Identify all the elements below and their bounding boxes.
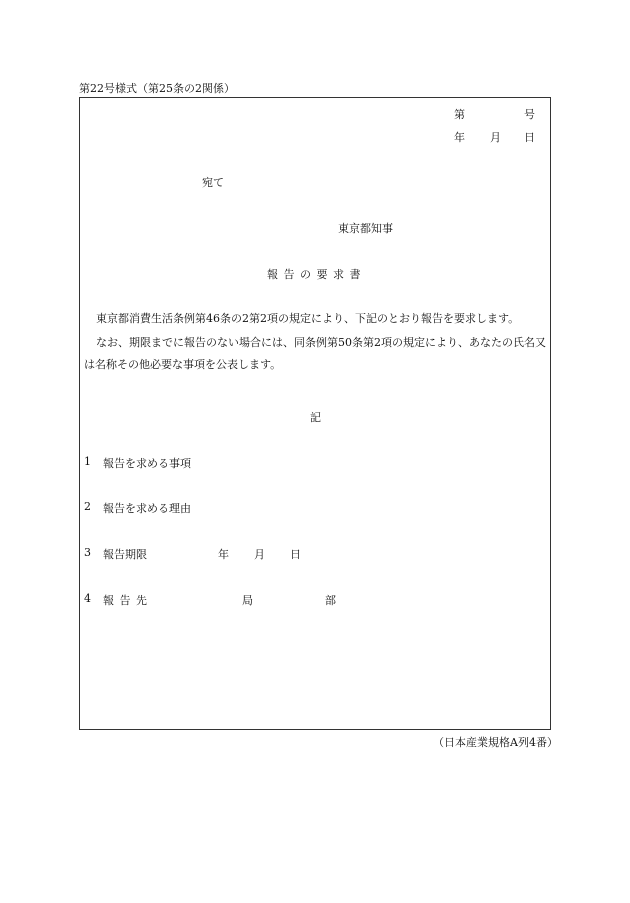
item-3-label: 報告期限 [103, 548, 147, 561]
date-year: 年 [454, 131, 465, 144]
item-1-number: 1 [84, 455, 91, 468]
date-month: 月 [490, 131, 501, 144]
document-title: 報 告 の 要 求 書 [267, 268, 362, 281]
sender-name: 東京都知事 [338, 222, 393, 235]
form-number: 第22号様式（第25条の2関係） [79, 82, 235, 95]
item-4-department: 部 [325, 594, 336, 607]
item-3-month: 月 [254, 548, 265, 561]
ki-heading: 記 [310, 411, 321, 424]
item-3-year: 年 [218, 548, 229, 561]
item-3-day: 日 [290, 548, 301, 561]
footer-standard: （日本産業規格A列4番） [433, 736, 558, 749]
item-2-label: 報告を求める理由 [103, 502, 191, 515]
date-day: 日 [524, 131, 535, 144]
body-paragraph-1: 東京都消費生活条例第46条の2第2項の規定により、下記のとおり報告を要求します。 [96, 312, 520, 325]
item-4-label: 報 告 先 [103, 594, 148, 607]
addressee-suffix: 宛て [202, 176, 224, 189]
item-1-label: 報告を求める事項 [103, 457, 191, 470]
item-3-number: 3 [84, 546, 91, 559]
doc-number-go: 号 [524, 108, 535, 121]
item-4-number: 4 [84, 592, 91, 605]
doc-number-dai: 第 [454, 108, 465, 121]
body-paragraph-2: なお、期限までに報告のない場合には、同条例第50条第2項の規定により、あなたの氏名又は名称その他必要な事項を公表します。 [84, 336, 546, 371]
item-2-number: 2 [84, 500, 91, 513]
item-4-bureau: 局 [242, 594, 253, 607]
